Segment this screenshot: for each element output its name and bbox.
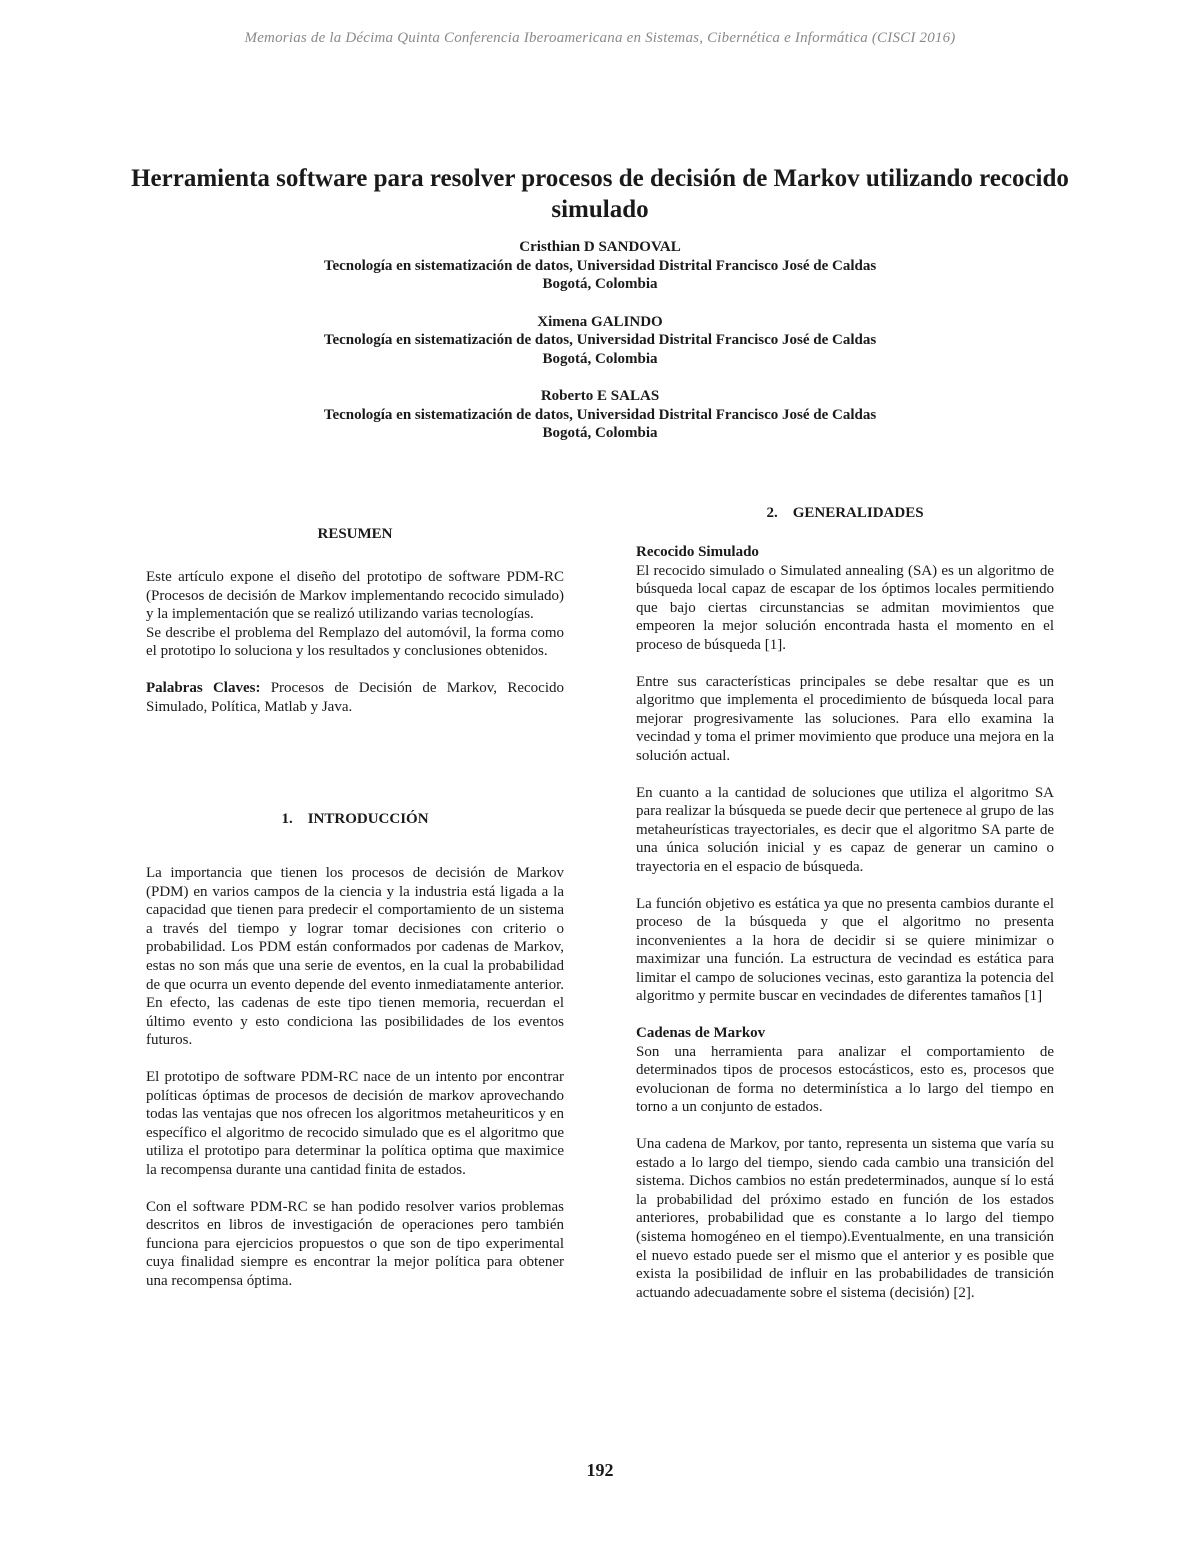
author-affiliation: Tecnología en sistematización de datos, Universidad Distrital Francisco José de Caldas [323,332,877,348]
author-block [200,387,1000,443]
body-paragraph: Entre sus características principales se debe resaltar que es un algoritmo que implementa el procedimiento de búsqueda local para mejorar progresivamente las soluciones. Para ello examina la vecindad y toma el primer movimiento que produce una mejora en la solución actual. [636,673,1054,764]
intro-paragraph: El prototipo de software PDM-RC nace de un intento por encontrar políticas óptimas de procesos de decisión de markov aprovechando todas las ventajas que nos ofrecen los algoritmos metaheuriticos y en específico el algoritmo de recocido simulado que es el algoritmo que utiliza el prototipo para determinar la política optima que maximice la recompensa durante una cantidad finita de estados. [146,1068,564,1178]
body-paragraph: Son una herramienta para analizar el comportamiento de determinados tipos de procesos estocásticos, esto es, procesos que evolucionan de forma no determinística a lo largo del tiempo en torno a un conjunto de estados. [636,1043,1054,1116]
author-affiliation: Tecnología en sistematización de datos, Universidad Distrital Francisco José de Caldas [323,406,877,423]
subsection-title: Cadenas de Markov [636,1025,766,1042]
keywords-text: Procesos de Decisión de Markov, Recocido Simulado, Política, Matlab y Java. [146,679,564,715]
body-paragraph: La función objetivo es estática ya que no presenta cambios durante el proceso de la búsqueda y que el algoritmo no presenta inconvenientes a la hora de decidir si se quiere minimizar o maximizar una función. La estructura de vecindad es estática para limitar el campo de soluciones vecinas, esto garantiza la potencia del algoritmo y permite buscar en vecindades de diferentes tamaños [1] [636,895,1054,1005]
author-name: Roberto E SALAS [540,388,660,404]
abstract-section [146,568,564,716]
author-affiliation: Tecnología en sistematización de datos, Universidad Distrital Francisco José de Caldas [323,257,877,274]
intro-paragraph: La importancia que tienen los procesos de decisión de Markov (PDM) en varios campos de la ciencia y la industria está ligada a la capacidad que tienen para predecir el comportamiento de un sistema a través del tiempo y lograr tomar decisiones con criterio o probabilidad. Los PDM están conformados por cadenas de Markov, estas no son más que una serie de eventos, en la cual la probabilidad de que ocurra un evento depende del evento inmediatamente anterior. En efecto, las cadenas de este tipo tienen memoria, recuerdan el último evento y esto condiciona las posibilidades de los eventos futuros. [146,865,564,1049]
intro-paragraph: Con el software PDM-RC se han podido resolver varios problemas descritos en libros de investigación de operaciones pero también funciona para ejercicios propuestos o que son de tipo experimental cuya finalidad siempre es encontrar la mejor política para obtener una recompensa óptima. [146,1198,564,1289]
page-number: 192 [586,1460,614,1480]
generalidades-heading: 2. GENERALIDADES [766,505,924,521]
abstract-heading-wrap [146,525,564,544]
intro-heading: 1. INTRODUCCIÓN [281,811,429,827]
author-list [200,238,1000,462]
keywords [146,679,564,716]
author-location: Bogotá, Colombia [542,350,658,367]
body-paragraph: Una cadena de Markov, por tanto, representa un sistema que varía su estado a lo largo del tiempo, siendo cada cambio una transición del sistema. Dichos cambios no están predeterminados, aunque sí lo está la probabilidad del próximo estado en función de los estados anteriores, probabilidad que es constante a lo largo del tiempo (sistema homogéneo en el tiempo).Eventualmente, en una transición el nuevo estado puede ser el mismo que el anterior y es posible que exista la posibilidad de influir en las probabilidades de transición actuando adecuadamente sobre el sistema (decisión) [2]. [636,1136,1054,1301]
subsection-title: Recocido Simulado [636,544,759,560]
running-head: Memorias de la Décima Quinta Conferencia Iberoamericana en Sistemas, Cibernética e Informática (CISCI 2016) [244,30,956,46]
author-name: Cristhian D SANDOVAL [519,239,681,255]
author-location: Bogotá, Colombia [542,276,658,292]
author-block [200,313,1000,369]
body-paragraph: El recocido simulado o Simulated annealing (SA) es un algoritmo de búsqueda local capaz de escapar de los óptimos locales permitiendo que bajo ciertas circunstancias se admitan movimientos que empeoren la mejor solución encontrada hasta el momento en el proceso de búsqueda [1]. [636,562,1054,653]
generalidades-heading-wrap [636,504,1054,523]
abstract-heading: RESUMEN [317,526,393,542]
author-location: Bogotá, Colombia [542,425,658,441]
abstract-paragraph: Se describe el problema del Remplazo del automóvil, la forma como el prototipo lo soluciona y los resultados y conclusiones obtenidos. [146,624,564,660]
intro-section [146,864,564,1290]
author-name: Ximena GALINDO [537,313,663,330]
paper-title: Herramienta software para resolver procesos de decisión de Markov utilizando recocido simulado [131,165,1069,223]
keywords-label: Palabras Claves: [146,679,261,696]
generalidades-section [636,543,1054,1302]
body-paragraph: En cuanto a la cantidad de soluciones que utiliza el algoritmo SA para realizar la búsqueda se puede decir que pertenece al grupo de las metaheurísticas trayectoriales, es decir que el algoritmo SA parte de una única solución inicial y es capaz de generar un camino o trayectoria en el espacio de búsqueda. [636,784,1054,875]
intro-heading-wrap [146,810,564,829]
abstract-paragraph: Este artículo expone el diseño del prototipo de software PDM-RC (Procesos de decisión de Markov implementando recocido simulado) y la implementación que se realizó utilizando varias tecnologías. [146,569,564,623]
author-block [200,238,1000,294]
